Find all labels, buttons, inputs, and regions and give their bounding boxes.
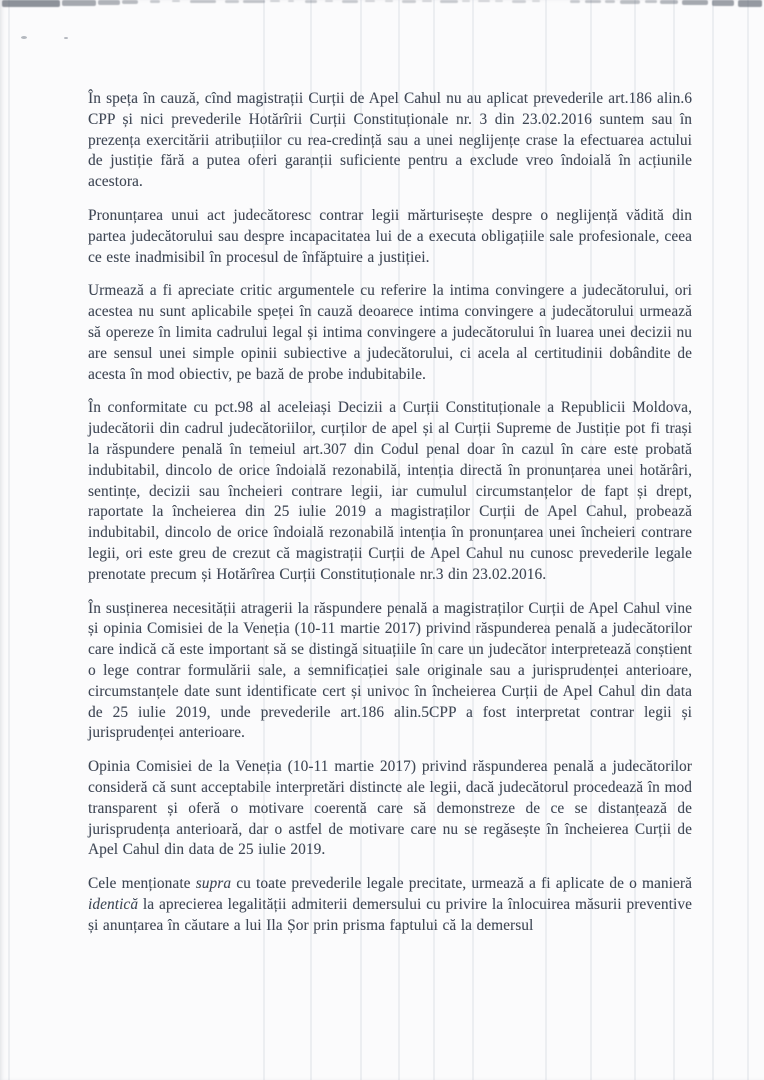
smudge-mark	[122, 0, 138, 4]
smudge-mark	[495, 0, 503, 2]
smudge-mark	[225, 0, 239, 3]
paragraph-text-run: În susținerea necesității atragerii la răspundere penală a magistraților Curții de Apel Cahul vine și opinia Comisiei de la Veneția (10-11 martie 2017) privind răspunderea penală a judecătorilor care indică că este important să se distingă situațiile în care un judecător interpretează conștient o lege contrar formulării sale, a semnificației sale originale sau a jurisprudenței anterioare, circumstanțele date sunt identificate cert și univoc în încheierea Curții de Apel Cahul din data de 25 iulie 2019, unde prevederile art.186 alin.5CPP a fost interpretat contrar legii și jurisprudenței anterioare.	[88, 599, 692, 742]
smudge-mark	[422, 0, 432, 2]
smudge-mark	[243, 0, 265, 3]
smudge-mark	[682, 0, 708, 5]
smudge-mark	[325, 0, 333, 2]
smudge-mark	[402, 0, 416, 3]
paragraph-text-run: cu toate prevederile legale precitate, urmează a fi aplicate de o manieră	[231, 875, 692, 893]
smudge-mark	[172, 0, 180, 2]
paragraph	[88, 89, 692, 193]
paragraph	[88, 281, 692, 385]
smudge-mark	[440, 0, 458, 3]
pencil-mark	[64, 37, 68, 39]
smudge-mark	[585, 0, 601, 3]
smudge-mark	[305, 0, 317, 3]
smudge-mark	[365, 0, 375, 2]
smudge-mark	[570, 0, 580, 3]
smudge-mark	[620, 0, 640, 4]
paragraph	[88, 757, 692, 861]
smudge-mark	[478, 0, 490, 2]
smudge-mark	[150, 0, 160, 3]
smudge-mark	[512, 0, 526, 3]
paragraph-text-run: În speța în cauză, cînd magistrații Curții de Apel Cahul nu au aplicat prevederile art.186 alin.6 CPP și nici prevederile Hotărîrii Curții Constituționale nr. 3 din 23.02.2016 suntem sau în prezența exercitării atribuțiilor cu rea-credință sau a unei neglijențe crase la efectuarea actului de justiție fără a putea oferi garanții suficiente pentru a exclude vreo îndoială în acțiunile acestora.	[88, 90, 692, 191]
smudge-mark	[738, 0, 762, 7]
paragraph	[88, 874, 692, 936]
smudge-mark	[62, 0, 96, 6]
document-text	[88, 89, 692, 949]
smudge-mark	[270, 0, 280, 2]
smudge-mark	[532, 0, 540, 2]
smudge-mark	[462, 0, 470, 2]
paragraph-text-run: la aprecierea legalității admiterii demersului cu privire la înlocuirea măsurii preventive și anunțarea în căutare a lui Ila Șor prin prisma faptului că la demersul	[88, 895, 692, 934]
paragraph-text-run: Pronunțarea unui act judecătoresc contrar legii mărturisește despre o neglijență vădită din partea judecătorului sau despre incapacitatea lui de a executa obligațiile sale profesionale, ceea ce este inadmisibil în procesul de înfăptuire a justiției.	[88, 206, 692, 266]
smudge-mark	[712, 0, 734, 6]
paper-crease	[747, 0, 749, 1080]
paragraph-text-run: Urmează a fi apreciate critic argumentele cu referire la intima convingere a judecătorului, ori acestea nu sunt aplicabile speței în cauză deoarece intima convingere a judecătorului urmează să opereze în limita cadrului legal și intima convingere a judecătorului în luarea unei decizii nu are sensul unei simple opinii subiective a judecătorului, ci acela al certitudinii dobândite de acesta în mod obiectiv, pe bază de probe indubitabile.	[88, 282, 692, 383]
smudge-mark	[98, 0, 120, 5]
smudge-mark	[288, 0, 294, 2]
smudge-mark	[605, 0, 615, 3]
paragraph-text-run: În conformitate cu pct.98 al aceleiași Decizii a Curții Constituționale a Republicii Moldova, judecătorii din cadrul judecătoriilor, curților de apel și al Curții Supreme de Justiție pot fi trași la răspundere penală în temeiul art.307 din Codul penal doar în cazul în care este probată indubitabil, dincolo de orice îndoială rezonabilă, intenția directă în pronunțarea unei hotărâri, sentințe, decizii sau încheieri contrare legii, iar cumulul circumstanțelor de fapt și drept, raportate la încheierea din 25 iulie 2019 a magistraților Curții de Apel Cahul, probează indubitabil, dincolo de orice îndoială rezonabilă intenția în pronunțarea unei încheieri contrare legii, ori este greu de crezut că magistrații Curții de Apel Cahul nu cunosc prevederile legale prenotate precum și Hotărîrea Curții Constituționale nr.3 din 23.02.2016.	[88, 399, 692, 583]
smudge-mark	[190, 0, 216, 3]
paragraph-text-run: identică	[88, 895, 139, 913]
paper-crease	[8, 0, 10, 1080]
paragraph-text-run: Cele menționate	[88, 875, 196, 893]
paper-crease	[712, 0, 714, 1080]
paragraph	[88, 599, 692, 745]
paragraph	[88, 206, 692, 268]
smudge-mark	[660, 0, 678, 4]
smudge-mark	[385, 0, 393, 2]
paragraph-text-run: supra	[195, 875, 232, 893]
pencil-mark	[21, 36, 27, 39]
smudge-mark	[645, 0, 657, 3]
smudge-mark	[342, 0, 358, 3]
paragraph	[88, 398, 692, 585]
paragraph-text-run: Opinia Comisiei de la Veneția (10-11 martie 2017) privind răspunderea penală a judecătorilor consideră că sunt acceptabile interpretări distincte ale legii, dacă judecătorul procedează în mod transparent și oferă o motivare coerentă care să demonstreze de ce se distanțează de jurisprudența anterioară, dar o astfel de motivare care nu se regăsește în încheierea Curții de Apel Cahul din data de 25 iulie 2019.	[88, 758, 692, 859]
smudge-mark	[2, 0, 60, 7]
